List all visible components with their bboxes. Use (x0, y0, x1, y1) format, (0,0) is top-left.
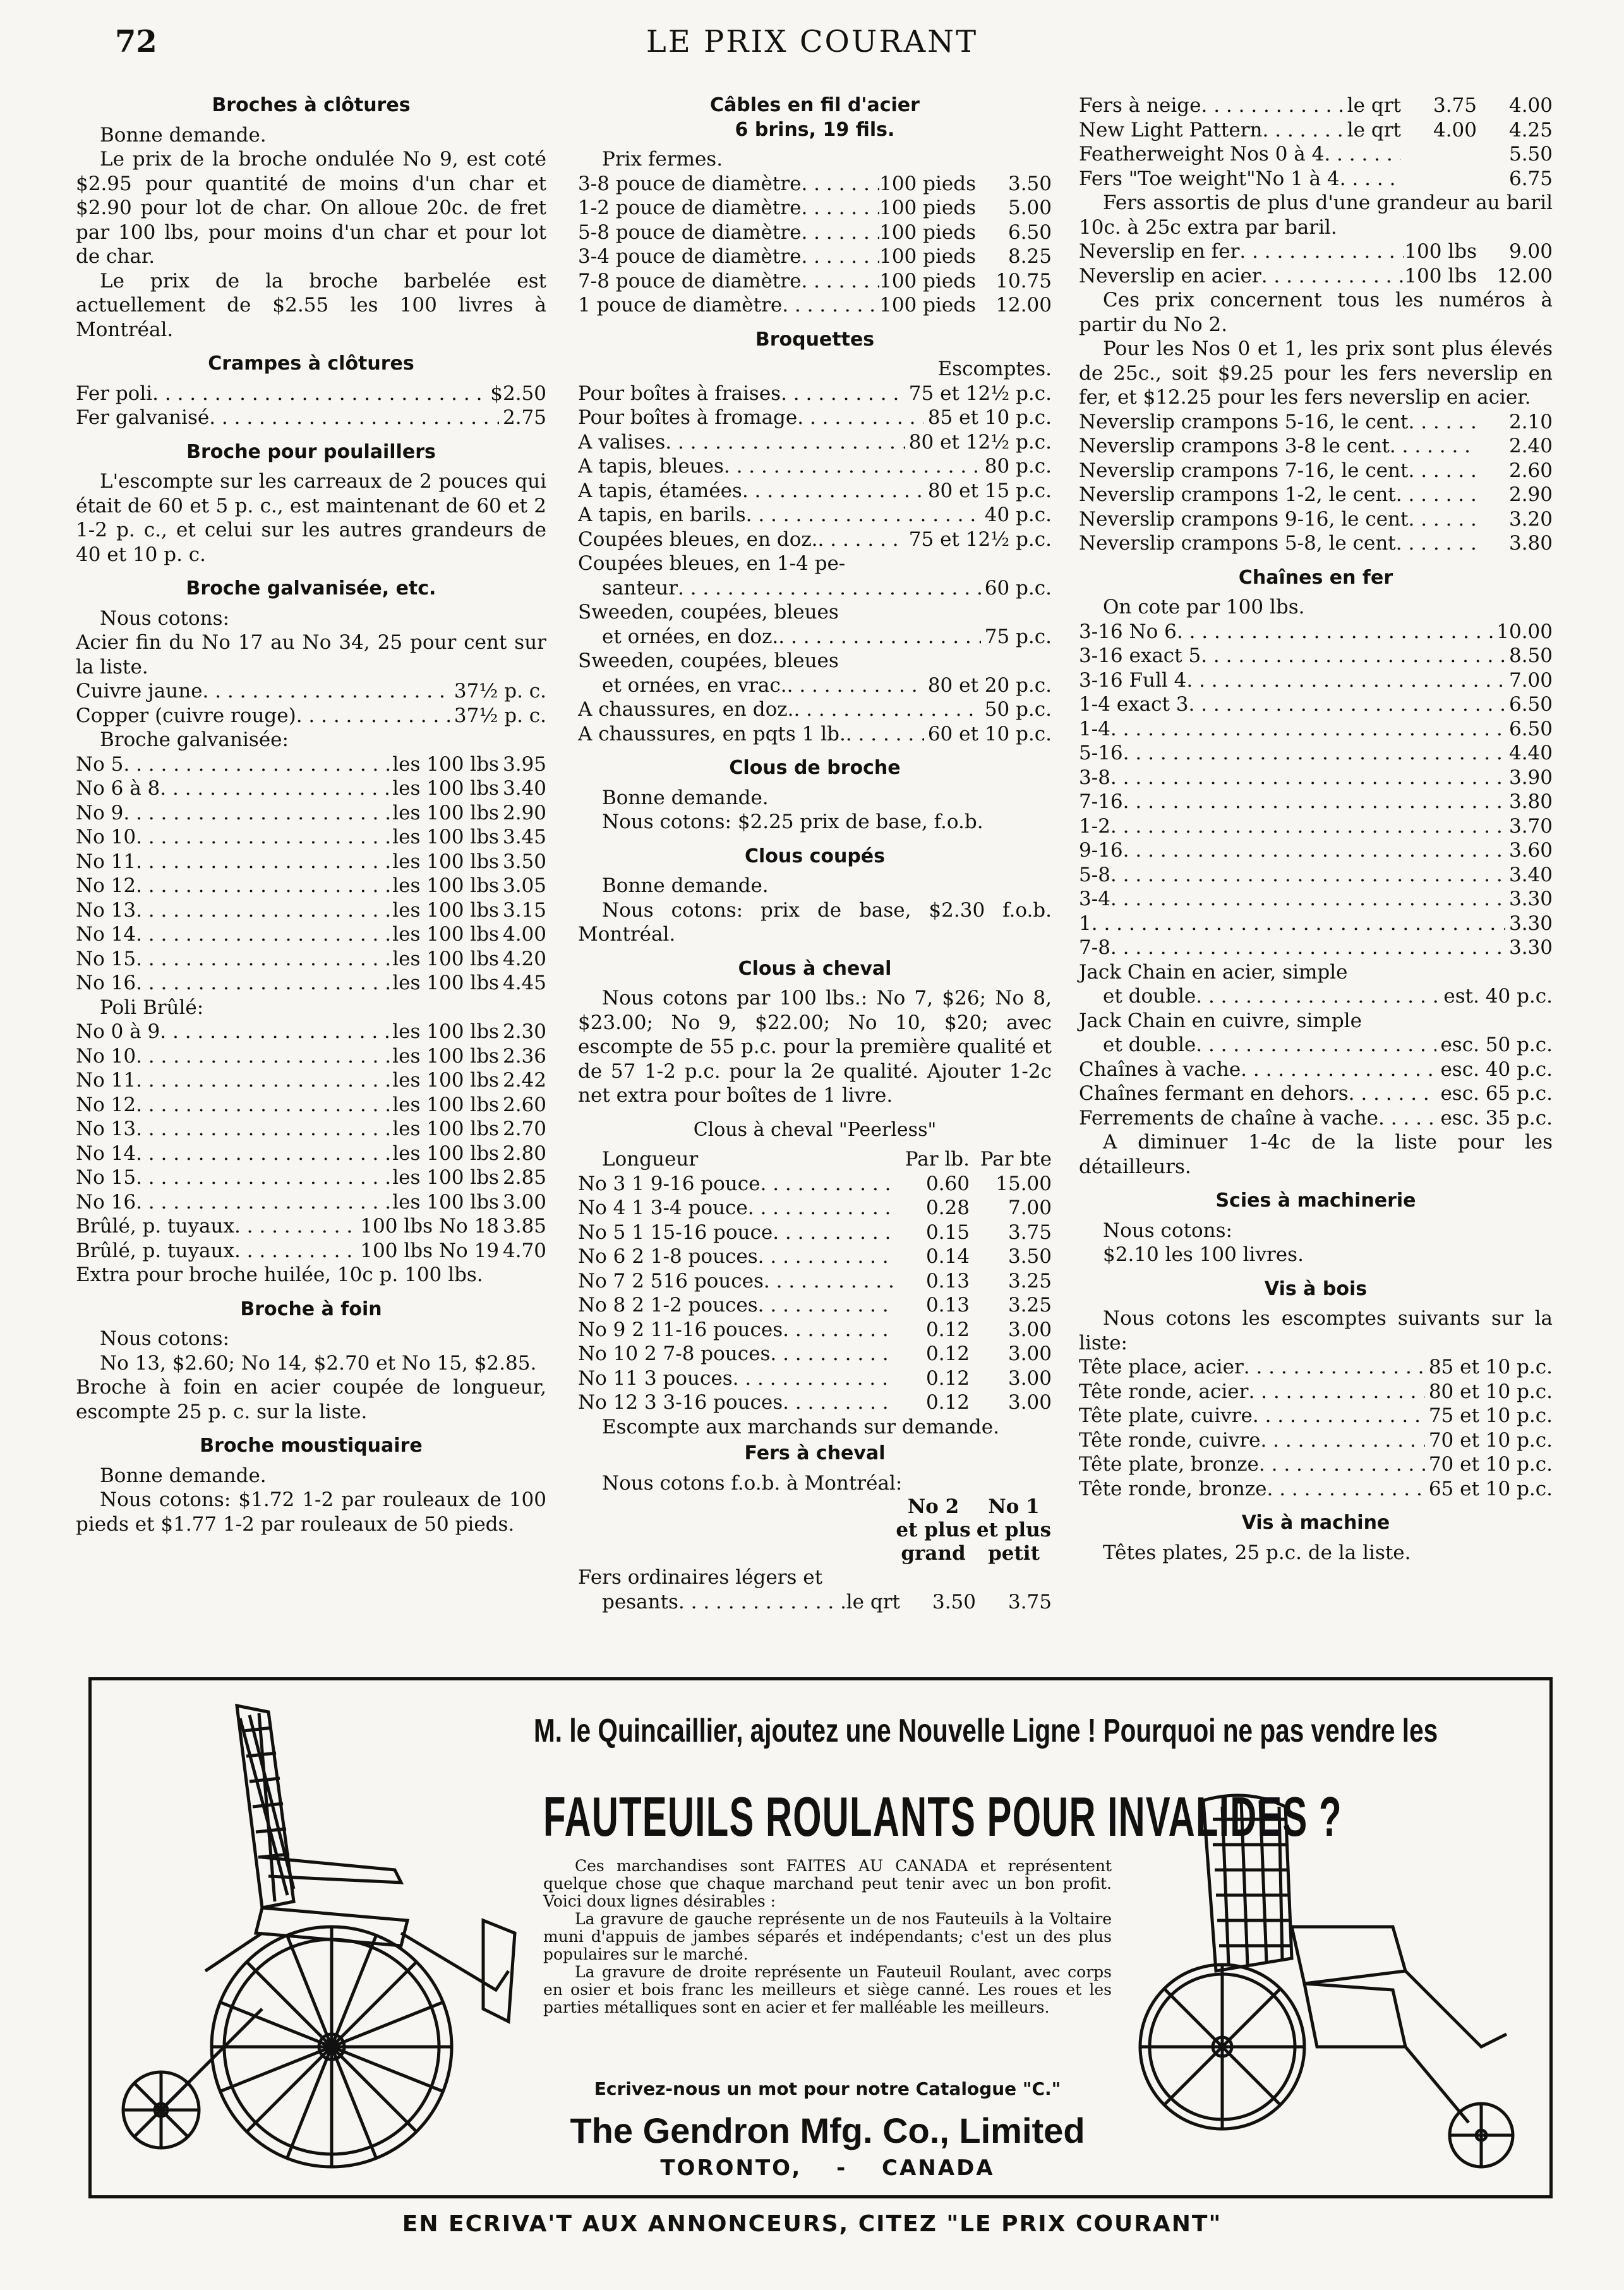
heading-fers-cheval: Fers à cheval (744, 1442, 886, 1464)
price-row: et double . . . esc. 50 p.c. (1079, 1033, 1553, 1058)
fers-paragraph: Nous cotons f.o.b. à Montréal: (602, 1471, 903, 1495)
heading-moustiquaire: Broche moustiquaire (200, 1435, 423, 1457)
price-row: No 12 . . . les 100 lbs 3.05 (76, 874, 546, 898)
price-row: No 9 . . . les 100 lbs 2.90 (76, 801, 546, 826)
column-2 (578, 93, 1052, 1614)
cables-subheading: 6 brins, 19 fils. (735, 118, 895, 141)
heading-broche-galvanisee: Broche galvanisée, etc. (186, 577, 436, 600)
broches-paragraph-1: Le prix de la broche ondulée No 9, est coté $2.95 pour quantité de moins d'un char et $2.90 pour lot de char. On alloue 20c. de fret par 100 lbs, pour moins d'un char et pour lot de char. (76, 148, 546, 268)
page-title: LE PRIX COURANT (646, 24, 978, 59)
jack-2a: Jack Chain en cuivre, simple (1079, 1009, 1362, 1032)
price-row: Tête ronde, cuivre . . . 70 et 10 p.c. (1079, 1428, 1553, 1453)
price-row: No 4 1 3-4 pouce . . . 0.28 7.00 (578, 1196, 1052, 1220)
price-row: 1-4 . . . 6.50 (1079, 717, 1553, 742)
cb-paragraph: Nous cotons: $2.25 prix de base, f.o.b. (602, 811, 983, 833)
price-row: 7-16 . . . 3.80 (1079, 790, 1553, 814)
price-row: No 12 . . . les 100 lbs 2.60 (76, 1093, 546, 1118)
heading-vis-machine: Vis à machine (1241, 1512, 1390, 1534)
price-row: 7-8 . . . 3.30 (1079, 936, 1553, 960)
fers-ord-line-1: Fers ordinaires légers et (578, 1566, 823, 1589)
heading-broches-clotures: Broches à clôtures (212, 94, 411, 116)
price-row: 1 . . . 3.30 (1079, 912, 1553, 936)
wheelchair-right-illustration (1128, 1781, 1538, 2186)
column-3 (1079, 93, 1553, 1565)
ad-city: TORONTO, - CANADA (660, 2155, 995, 2181)
price-row: No 16 . . . les 100 lbs 3.00 (76, 1190, 546, 1215)
price-row: Neverslip crampons 9-16, le cent . . . 3.20 (1079, 507, 1553, 532)
price-row: 3-4 . . . 3.30 (1079, 887, 1553, 912)
price-row: No 11 . . . les 100 lbs 3.50 (76, 850, 546, 874)
jack-1a: Jack Chain en acier, simple (1079, 960, 1348, 984)
price-row: No 7 2 516 pouces . . . 0.13 3.25 (578, 1269, 1052, 1294)
ad-body-1: Ces marchandises sont FAITES AU CANADA et représentent quelque chose que chaque marchand peut tenir avec un bon profit. Voici doux lignes désirables : (543, 1857, 1112, 1910)
price-row: No 14 . . . les 100 lbs 4.00 (76, 922, 546, 947)
vis-machine-paragraph: Têtes plates, 25 p.c. de la liste. (1103, 1541, 1411, 1564)
ad-headline-2: FAUTEUILS ROULANTS POUR INVALIDES ? (543, 1785, 1342, 1848)
fers-column-headers: No 2 et plus grand No 1 et plus petit (896, 1495, 1052, 1565)
moust-demand: Bonne demande. (100, 1464, 267, 1487)
price-row: 1 pouce de diamètre . . . 100 pieds 12.00 (578, 293, 1052, 318)
price-row: Tête ronde, acier . . . 80 et 10 p.c. (1079, 1380, 1553, 1404)
price-row: A tapis, bleues . . . 80 p.c. (578, 454, 1052, 479)
cb-demand: Bonne demande. (602, 786, 769, 809)
ad-catalogue: Ecrivez-nous un mot pour notre Catalogue "C." (594, 2078, 1061, 2099)
price-row: Neverslip crampons 5-16, le cent . . . 2.10 (1079, 410, 1553, 435)
galv-acier: Acier fin du No 17 au No 34, 25 pour cent sur la liste. (76, 631, 546, 678)
price-row: Fers "Toe weight"No 1 à 4 . . . 6.75 (1079, 167, 1553, 191)
price-row: No 15 . . . les 100 lbs 4.20 (76, 947, 546, 972)
ad-company: The Gendron Mfg. Co., Limited (570, 2111, 1085, 2150)
never-paragraph-1: Ces prix concernent tous les numéros à partir du No 2. (1079, 289, 1553, 336)
price-row: No 5 1 15-16 pouce . . . 0.15 3.75 (578, 1220, 1052, 1245)
price-row: New Light Pattern . . . le qrt 4.00 4.25 (1079, 118, 1553, 143)
price-row: Fers à neige . . . le qrt 3.75 4.00 (1079, 93, 1553, 118)
heading-clous-coupes: Clous coupés (745, 845, 885, 867)
price-row: 7-8 pouce de diamètre . . . 100 pieds 10.75 (578, 269, 1052, 294)
price-row: No 9 2 11-16 pouces . . . 0.12 3.00 (578, 1318, 1052, 1342)
price-row: 3-16 exact 5 . . . 8.50 (1079, 644, 1553, 668)
poulaillers-paragraph: L'escompte sur les carreaux de 2 pouces qui était de 60 et 5 p. c., est maintenant de 60 et 2 1-2 p. c., et celui sur les autres grandeurs de 40 et 10 p. c. (76, 470, 546, 566)
galv-list (76, 752, 546, 996)
price-row: Brûlé, p. tuyaux . . . 100 lbs No 18 3.85 (76, 1214, 546, 1239)
cc-paragraph: Nous cotons: prix de base, $2.30 f.o.b. Montréal. (578, 898, 1052, 946)
never-paragraph-2: Pour les Nos 0 et 1, les prix sont plus élevés de 25c., soit $9.25 pour les fers neverslip en fer, et $12.25 pour les fers neverslip en acier. (1079, 337, 1553, 409)
heading-scies: Scies à machinerie (1215, 1190, 1416, 1212)
price-row: 3-16 Full 4 . . . 7.00 (1079, 668, 1553, 693)
price-row: Coupées bleues, en doz. . . . 75 et 12½ p.c. (578, 527, 1052, 552)
price-row: 1-2 pouce de diamètre . . . 100 pieds 5.00 (578, 196, 1052, 220)
price-row: Pour boîtes à fraises . . . 75 et 12½ p.c. (578, 382, 1052, 406)
price-row: 3-16 No 6 . . . 10.00 (1079, 620, 1553, 644)
fers-assortis: Fers assortis de plus d'une grandeur au baril 10c. à 25c extra par baril. (1079, 191, 1553, 239)
price-row: pesants . . . le qrt 3.50 3.75 (578, 1590, 1052, 1615)
chaines-list-2 (1079, 1058, 1553, 1131)
price-row: Neverslip crampons 7-16, le cent . . . 2.60 (1079, 459, 1553, 483)
price-row: Neverslip en acier . . . 100 lbs 12.00 (1079, 264, 1553, 289)
heading-clous-broche: Clous de broche (729, 757, 901, 779)
price-row: Neverslip crampons 5-8, le cent . . . 3.80 (1079, 531, 1553, 556)
price-row: et ornées, en doz. . . . 75 p.c. (578, 625, 1052, 649)
price-row: 3-4 pouce de diamètre . . . 100 pieds 8.25 (578, 244, 1052, 269)
heading-poulaillers: Broche pour poulaillers (186, 440, 436, 463)
price-row: A valises . . . 80 et 12½ p.c. (578, 430, 1052, 455)
price-row: Neverslip crampons 1-2, le cent . . . 2.90 (1079, 483, 1553, 507)
neverslip-list (1079, 239, 1553, 288)
price-row: A tapis, en barils . . . 40 p.c. (578, 503, 1052, 527)
price-row: Tête plate, cuivre . . . 75 et 10 p.c. (1079, 1404, 1553, 1428)
brule-list (76, 1214, 546, 1263)
price-row: No 8 2 1-2 pouces . . . 0.13 3.25 (578, 1293, 1052, 1318)
broquettes-escomptes: Escomptes. (937, 358, 1052, 380)
ad-body (543, 1857, 1112, 2016)
broquettes-list-2 (578, 697, 1052, 746)
galv-cotons: Nous cotons: (100, 606, 229, 630)
price-row: No 6 2 1-8 pouces . . . 0.14 3.50 (578, 1244, 1052, 1269)
ccv-paragraph: Nous cotons par 100 lbs.: No 7, $26; No 8, $23.00; No 9, $22.00; No 10, $20; avec escompte de 55 p.c. pour la première qualité et de 57 1-2 p.c. pour la 2e qualité. Ajouter 1-2c net extra pour boîtes de 1 livre. (578, 987, 1052, 1107)
foin-paragraph-1: No 13, $2.60; No 14, $2.70 et No 15, $2.85. (100, 1351, 537, 1375)
price-row: et ornées, en vrac. . . . 80 et 20 p.c. (578, 673, 1052, 698)
price-row: Tête place, acier . . . 85 et 10 p.c. (1079, 1355, 1553, 1380)
galv-subheading: Broche galvanisée: (100, 728, 289, 751)
price-row: 5-16 . . . 4.40 (1079, 741, 1553, 766)
price-row: No 11 3 pouces . . . 0.12 3.00 (578, 1366, 1052, 1391)
chaines-cote: On cote par 100 lbs. (1103, 596, 1305, 618)
price-row: Pour boîtes à fromage . . . 85 et 10 p.c. (578, 406, 1052, 430)
price-row: No 0 à 9 . . . les 100 lbs 2.30 (76, 1020, 546, 1044)
price-row: 1-4 exact 3 . . . 6.50 (1079, 692, 1553, 717)
cables-list (578, 172, 1052, 318)
wheelchair-left-illustration (104, 1693, 534, 2186)
broches-paragraph-2: Le prix de la broche barbelée est actuellement de $2.55 les 100 livres à Montréal. (76, 269, 546, 341)
price-row: Tête plate, bronze . . . 70 et 10 p.c. (1079, 1452, 1553, 1477)
price-row: No 10 . . . les 100 lbs 3.45 (76, 825, 546, 850)
chaines-list (1079, 620, 1553, 960)
price-row: 9-16 . . . 3.60 (1079, 838, 1553, 863)
price-row: No 16 . . . les 100 lbs 4.45 (76, 971, 546, 996)
price-row: 5-8 . . . 3.40 (1079, 863, 1553, 888)
foin-cotons: Nous cotons: (100, 1327, 229, 1350)
price-row: No 3 1 9-16 pouce . . . 0.60 15.00 (578, 1172, 1052, 1196)
heading-vis-bois: Vis à bois (1264, 1277, 1368, 1300)
price-row: 3-8 . . . 3.90 (1079, 766, 1553, 790)
price-row: No 13 . . . les 100 lbs 3.15 (76, 898, 546, 923)
price-row: No 15 . . . les 100 lbs 2.85 (76, 1166, 546, 1190)
price-row: A chaussures, en doz. . . . 50 p.c. (578, 697, 1052, 722)
price-row: Fer poli . . . $2.50 (76, 382, 546, 406)
heading-clous-cheval: Clous à cheval (738, 957, 892, 980)
price-row: Fer galvanisé . . . 2.75 (76, 406, 546, 430)
heading-chaines: Chaînes en fer (1238, 566, 1393, 589)
chaines-note: A diminuer 1-4c de la liste pour les détailleurs. (1079, 1131, 1553, 1178)
heading-crampes: Crampes à clôtures (208, 353, 414, 375)
price-row: No 12 3 3-16 pouces . . . 0.12 3.00 (578, 1390, 1052, 1415)
price-row: Neverslip en fer . . . 100 lbs 9.00 (1079, 239, 1553, 264)
peerless-list (578, 1172, 1052, 1415)
heading-cables: Câbles en fil d'acier (710, 94, 920, 116)
cc-demand: Bonne demande. (602, 874, 769, 897)
price-row: Brûlé, p. tuyaux . . . 100 lbs No 19 4.70 (76, 1239, 546, 1263)
ad-body-2: La gravure de gauche représente un de nos Fauteuils à la Voltaire muni d'appuis de jambes séparés et indépendants; c'est un des plus populaires sur le marché. (543, 1910, 1112, 1963)
foin-paragraph-2: Broche à foin en acier coupée de longueur, escompte 25 p. c. sur la liste. (76, 1376, 546, 1423)
broquettes-list (578, 382, 1052, 552)
heading-broquettes: Broquettes (755, 328, 875, 351)
price-row: santeur . . . 60 p.c. (578, 576, 1052, 601)
scies-paragraph: $2.10 les 100 livres. (1103, 1243, 1304, 1266)
fers-list (1079, 93, 1553, 191)
peerless-header: Longueur Par lb. Par bte (602, 1148, 1052, 1171)
ad-headline-1: M. le Quincaillier, ajoutez une Nouvelle Ligne ! Pourquoi ne pas vendre les (534, 1713, 1438, 1749)
price-row: No 11 . . . les 100 lbs 2.42 (76, 1068, 546, 1093)
price-row: et double . . . est. 40 p.c. (1079, 984, 1553, 1009)
price-row: Copper (cuivre rouge) . . . 37½ p. c. (76, 704, 546, 728)
footer-note: EN ECRIVA'T AUX ANNONCEURS, CITEZ "LE PRIX COURANT" (402, 2211, 1222, 2237)
price-row: 3-8 pouce de diamètre . . . 100 pieds 3.50 (578, 172, 1052, 196)
price-row: No 10 2 7-8 pouces . . . 0.12 3.00 (578, 1342, 1052, 1366)
price-row: No 13 . . . les 100 lbs 2.70 (76, 1117, 546, 1142)
peerless-note: Escompte aux marchands sur demande. (602, 1415, 999, 1438)
poli-list (76, 1020, 546, 1214)
price-row: Tête ronde, bronze . . . 65 et 10 p.c. (1079, 1477, 1553, 1502)
page-number: 72 (115, 24, 157, 59)
cables-prix: Prix fermes. (602, 148, 723, 171)
advertisement (88, 1677, 1553, 2198)
heading-peerless: Clous à cheval "Peerless" (693, 1118, 937, 1141)
vis-list (1079, 1355, 1553, 1501)
broq-c3a: Sweeden, coupées, bleues (578, 649, 839, 672)
price-row: Ferrements de chaîne à vache . . . esc. 35 p.c. (1079, 1106, 1553, 1131)
broq-c2a: Sweeden, coupées, bleues (578, 601, 839, 624)
price-row: No 6 à 8 . . . les 100 lbs 3.40 (76, 776, 546, 801)
vis-paragraph: Nous cotons les escomptes suivants sur la liste: (1079, 1307, 1553, 1354)
price-row: 1-2 . . . 3.70 (1079, 814, 1553, 839)
price-row: A chaussures, en pqts 1 lb. . . . 60 et 10 p.c. (578, 722, 1052, 747)
poli-subheading: Poli Brûlé: (100, 996, 204, 1019)
crampons-list (1079, 410, 1553, 556)
heading-broche-foin: Broche à foin (240, 1298, 382, 1320)
price-row: 5-8 pouce de diamètre . . . 100 pieds 6.50 (578, 220, 1052, 245)
moust-paragraph: Nous cotons: $1.72 1-2 par rouleaux de 100 pieds et $1.77 1-2 par rouleaux de 50 pieds. (76, 1488, 546, 1536)
broches-demand: Bonne demande. (100, 123, 267, 147)
price-row: Neverslip crampons 3-8 le cent . . . 2.40 (1079, 434, 1553, 459)
price-row: Chaînes fermant en dehors . . . esc. 65 p.c. (1079, 1082, 1553, 1106)
price-row: No 5 . . . les 100 lbs 3.95 (76, 752, 546, 777)
price-row: Chaînes à vache . . . esc. 40 p.c. (1079, 1058, 1553, 1082)
price-row: Cuivre jaune . . . 37½ p. c. (76, 679, 546, 704)
scies-cotons: Nous cotons: (1103, 1219, 1232, 1242)
price-row: No 14 . . . les 100 lbs 2.80 (76, 1142, 546, 1166)
extra-note: Extra pour broche huilée, 10c p. 100 lbs. (76, 1263, 483, 1286)
column-1 (76, 93, 546, 1536)
price-row: No 10 . . . les 100 lbs 2.36 (76, 1044, 546, 1069)
ad-body-3: La gravure de droite représente un Fauteuil Roulant, avec corps en osier et bois franc les meilleurs et siège canné. Les roues et les parties métalliques sont en acier et fer malléable les meilleurs. (543, 1963, 1112, 2016)
price-row: A tapis, étamées . . . 80 et 15 p.c. (578, 479, 1052, 503)
price-row: Featherweight Nos 0 à 4 . . . 5.50 (1079, 142, 1553, 167)
broq-c1a: Coupées bleues, en 1-4 pe- (578, 552, 846, 575)
page-header (0, 24, 1624, 75)
